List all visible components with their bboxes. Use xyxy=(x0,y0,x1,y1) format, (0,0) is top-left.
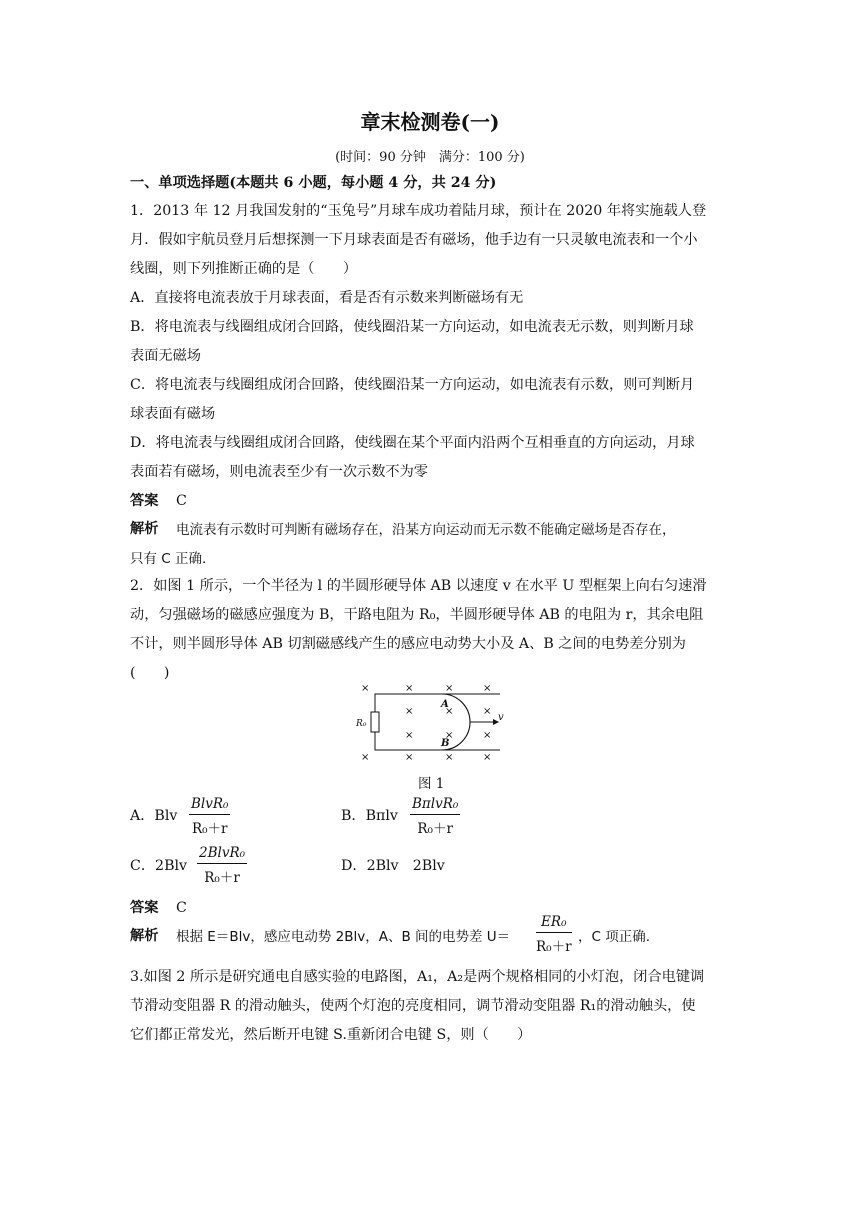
q1-line-1: 1．2013 年 12 月我国发射的“玉兔号”月球车成功着陆月球，预计在 2020 年将实施载人登 xyxy=(130,203,707,219)
fraction-numerator: 2BlvR₀ xyxy=(197,845,247,864)
q1-option-b-line-1: B．将电流表与线圈组成闭合回路，使线圈沿某一方向运动，如电流表无示数，则判断月球 xyxy=(130,319,694,335)
q2-analysis-text: 根据 E＝Blv，感应电动势 2Blv，A、B 间的电势差 U＝ xyxy=(176,929,511,945)
field-cross: × xyxy=(445,730,454,741)
q2-line-3: 不计，则半圆形导体 AB 切割磁感线产生的感应电动势大小及 A、B 之间的电势差分别为 xyxy=(130,636,686,652)
figure-1-circuit xyxy=(350,680,510,764)
q1-option-b-line-2: 表面无磁场 xyxy=(130,348,201,364)
field-cross: × xyxy=(405,730,414,741)
q1-analysis-line-1: 电流表有示数时可判断有磁场存在，沿某方向运动而无示数不能确定磁场是否存在， xyxy=(176,522,676,538)
label-r0: R₀ xyxy=(356,719,367,729)
q2-option-a-fraction xyxy=(189,796,230,837)
q1-option-d-line-1: D．将电流表与线圈组成闭合回路，使线圈在某个平面内沿两个互相垂直的方向运动，月球 xyxy=(130,435,695,451)
page-title: 章末检测卷(一) xyxy=(360,110,500,134)
label-b: B xyxy=(441,738,450,749)
section-heading: 一、单项选择题(本题共 6 小题，每小题 4 分，共 24 分) xyxy=(130,175,497,191)
fraction-denominator: R₀＋r xyxy=(204,870,240,886)
fraction-denominator: R₀＋r xyxy=(417,821,453,837)
q1-option-c-line-2: 球表面有磁场 xyxy=(130,406,216,422)
q2-line-1: 2．如图 1 所示，一个半径为 l 的半圆形硬导体 AB 以速度 v 在水平 U 型框架上向右匀速滑 xyxy=(130,578,707,594)
field-cross: × xyxy=(445,752,454,763)
q1-analysis-line-2: 只有 C 正确． xyxy=(130,551,216,567)
q2-option-a: A．Blv xyxy=(130,808,178,824)
field-cross: × xyxy=(405,752,414,763)
field-cross: × xyxy=(445,683,454,694)
q2-option-c-fraction xyxy=(197,845,247,886)
q2-answer-value: C xyxy=(176,900,187,916)
field-cross: × xyxy=(361,683,370,694)
q2-analysis-label: 解析 xyxy=(130,928,159,944)
fraction-denominator: R₀＋r xyxy=(191,821,228,837)
field-cross: × xyxy=(483,752,492,763)
q2-option-b: B．Bπlv xyxy=(341,808,398,824)
field-cross: × xyxy=(483,730,492,741)
fraction-numerator: BlvR₀ xyxy=(189,796,230,815)
q1-option-a: A．直接将电流表放于月球表面，看是否有示数来判断磁场有无 xyxy=(130,290,524,306)
fraction-denominator: R₀＋r xyxy=(536,939,572,955)
q1-line-2: 月．假如宇航员登月后想探测一下月球表面是否有磁场，他手边有一只灵敏电流表和一个小 xyxy=(130,232,698,248)
fraction-numerator: BπlvR₀ xyxy=(410,796,460,815)
q1-answer-label: 答案 xyxy=(130,493,159,509)
field-cross: × xyxy=(361,752,370,763)
field-cross: × xyxy=(445,706,454,717)
q1-analysis-label: 解析 xyxy=(130,521,159,537)
page-subtitle: (时间：90 分钟 满分：100 分) xyxy=(335,150,525,165)
label-v: v xyxy=(498,712,504,723)
field-cross: × xyxy=(483,706,492,717)
field-cross: × xyxy=(483,683,492,694)
q2-line-4: ( ) xyxy=(130,665,170,681)
figure-1-caption: 图 1 xyxy=(418,776,445,792)
q2-option-d: D．2Blv 2Blv xyxy=(341,858,445,874)
q2-option-b-fraction xyxy=(410,796,460,837)
q2-option-c: C．2Blv xyxy=(130,858,188,874)
q1-answer-value: C xyxy=(176,493,187,509)
q3-line-2: 节滑动变阻器 R 的滑动触头，使两个灯泡的亮度相同，调节滑动变阻器 R₁的滑动触头，使 xyxy=(130,998,696,1014)
field-cross: × xyxy=(405,683,414,694)
resistor-r0 xyxy=(371,712,379,732)
q1-line-3: 线圈，则下列推断正确的是（ ） xyxy=(130,261,358,277)
q1-option-c-line-1: C．将电流表与线圈组成闭合回路，使线圈沿某一方向运动，如电流表有示数，则可判断月 xyxy=(130,377,695,393)
q2-line-2: 动，匀强磁场的磁感应强度为 B，干路电阻为 R₀，半圆形硬导体 AB 的电阻为 r，其余电阻 xyxy=(130,607,704,623)
q1-option-d-line-2: 表面若有磁场，则电流表至少有一次示数不为零 xyxy=(130,464,428,480)
q2-answer-label: 答案 xyxy=(130,900,159,916)
label-a: A xyxy=(441,699,449,710)
q3-line-1: 3.如图 2 所示是研究通电自感实验的电路图，A₁，A₂是两个规格相同的小灯泡，闭合电键调 xyxy=(130,969,705,985)
q3-line-3: 它们都正常发光，然后断开电键 S.重新闭合电键 S，则（ ） xyxy=(130,1027,532,1043)
q2-analysis-fraction xyxy=(536,914,572,955)
field-cross: × xyxy=(405,706,414,717)
fraction-numerator: ER₀ xyxy=(536,914,572,933)
q2-analysis-conclusion: ，C 项正确. xyxy=(578,929,651,945)
